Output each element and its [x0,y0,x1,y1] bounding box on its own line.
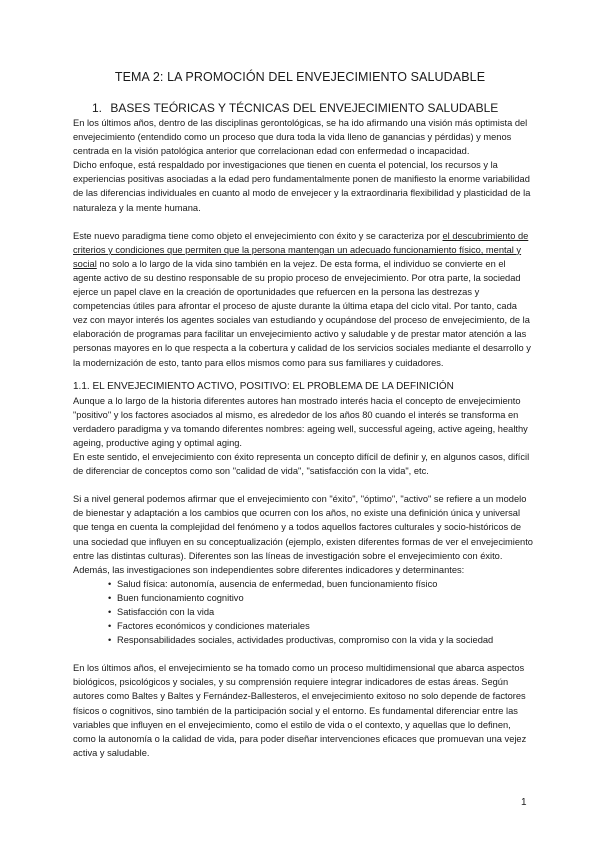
list-item: • Salud física: autonomía, ausencia de enfermedad, buen funcionamiento físico [108,577,533,591]
paragraph-1: En los últimos años, dentro de las disciplinas gerontológicas, se ha ido afirmando una visión más optimista del envejecimiento (entendido como un proceso que dura toda la vida lleno de ganancias y pérdidas) y menos centrada en la visión patológica anterior que correlacionan edad con enfermedad o incapacidad. [73,118,528,157]
paragraph-6: Si a nivel general podemos afirmar que el envejecimiento con "éxito", "óptimo", "activo" se refiere a un modelo de bienestar y adaptación a los cambios que ocurren con los años, no existe una definición única y universal que tenga en cuenta la complejidad del fenómeno y a todos aquellos factores culturales y socio-históricos de una sociedad que influyen en su conceptualización (ejemplo, existen diferentes formas de ver el envejecimiento entre las distintas culturas). Diferentes son las líneas de investigación sobre el envejecimiento con éxito. Además, las investigaciones son independientes sobre diferentes indicadores y determinantes: [73,494,533,575]
document-title: TEMA 2: LA PROMOCIÓN DEL ENVEJECIMIENTO SALUDABLE [114,70,486,84]
paragraph-4: Aunque a lo largo de la historia diferentes autores han mostrado interés hacia el concepto de envejecimiento "positivo" y los factores asociados al mismo, es alrededor de los años 80 cuando el interés se transforma en verdadero paradigma y va tomando diferentes nombres: ageing well, successful ageing, active ageing, healthy ageing, productive aging y optimal aging. [73,395,528,448]
section-number: 1. [92,101,103,115]
section-heading-text: BASES TEÓRICAS Y TÉCNICAS DEL ENVEJECIMIENTO SALUDABLE [110,101,499,115]
paragraph-3-end: no solo a lo largo de la vida sino también en la vejez. De esta forma, el individuo se convierte en el agente activo de su destino responsable de su propio proceso de envejecimiento. Por otra parte, la sociedad ejerce un papel clave en la creación de oportunidades que refuercen en la persona las destrezas y competencias útiles para afrontar el proceso de ajuste durante la última etapa del ciclo vital. Por tanto, cada vez con mayor interés los agentes sociales van estudiando y ocupándose del proceso de envejecimiento, de la elaboración de programas para facilitar un envejecimiento activo y saludable y de prestar mator atención a las personas mayores en lo que respecta a la cobertura y calidad de los servicios sociales mediante el desarrollo y la modernización de esto, tanto para ellos mismos como para sus familiares y cuidadores. [73,258,531,368]
paragraph-3 [73,229,533,370]
paragraph-3-start: Este nuevo paradigma tiene como objeto el envejecimiento con éxito y se caracteriza por [73,230,443,241]
section-heading [92,101,498,115]
page-number: 1 [521,797,527,808]
paragraph-5: En este sentido, el envejecimiento con éxito representa un concepto difícil de definir y, en algunos casos, difícil de diferenciar de conceptos como son "calidad de vida", "satisfacción con la vida", etc. [73,452,530,477]
list-item: • Responsabilidades sociales, actividades productivas, compromiso con la vida y la sociedad [108,633,533,647]
list-item: • Satisfacción con la vida [108,605,533,619]
list-item: • Buen funcionamiento cognitivo [108,591,533,605]
list-item: • Factores económicos y condiciones materiales [108,619,533,633]
paragraph-2: Dicho enfoque, está respaldado por investigaciones que tienen en cuenta el potencial, los recursos y la experiencias positivas asociadas a la edad pero fundamentalmente ponen de manifiesto la enorme variabilidad de las diferencias individuales en cuanto al modo de envejecer y la extraordinaria flexibilidad y plasticidad de la naturaleza y la mente humana. [73,160,531,213]
body-text [73,116,533,760]
paragraph-3-underlined: el descubrimiento de criterios y condiciones que permiten que la persona mantengan un adecuado funcionamiento físico, mental y social [73,230,529,269]
paragraph-7: En los últimos años, el envejecimiento se ha tomado como un proceso multidimensional que abarca aspectos biológicos, psicológicos y sociales, y su comprensión requiere integrar indicadores de estas áreas. Según autores como Baltes y Baltes y Fernández-Ballesteros, el envejecimiento exitoso no solo depende de factores físicos o cognitivos, sino también de la participación social y el entorno. Es fundamental diferenciar entre las variables que influyen en el envejecimiento, como el estilo de vida o el contexto, y aquellas que lo definen, como la autonomía o la calidad de vida, para poder diseñar intervenciones eficaces que promuevan una vejez activa y saludable. [73,663,527,758]
indicator-list [73,577,533,647]
subsection-heading: 1.1. EL ENVEJECIMIENTO ACTIVO, POSITIVO: EL PROBLEMA DE LA DEFINICIÓN [73,380,454,392]
